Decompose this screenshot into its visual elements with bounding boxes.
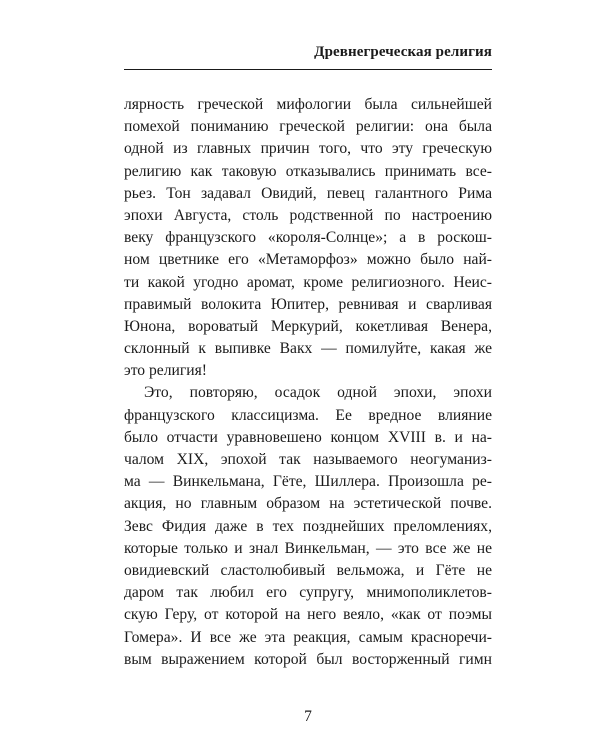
text-line: было отчасти уравновешено концом XVIII в. и на-: [124, 428, 492, 446]
text-line: Это, повторяю, осадок одной эпохи, эпохи: [144, 384, 492, 402]
text-line: ма — Винкельмана, Гёте, Шиллера. Произошла ре-: [124, 473, 492, 491]
paragraph-2: [124, 382, 492, 670]
text-line: акция, но главным образом на эстетической почве.: [124, 495, 492, 513]
running-header-title: Древнегреческая религия: [314, 44, 492, 60]
text-line: овидиевский сластолюбивый вельможа, и Гёте не: [124, 561, 492, 579]
text-line: ном цветнике его «Метаморфоз» можно было най-: [124, 251, 492, 269]
text-line: это религия!: [124, 362, 207, 380]
text-line: французского классицизма. Ее вредное влияние: [124, 406, 492, 424]
text-line: склонный к выпивке Вакх — помилуйте, какая же: [124, 340, 492, 358]
text-line: даром так любил его супругу, мнимополиклетов-: [124, 584, 492, 602]
header-rule: [124, 69, 492, 70]
text-line: Юнона, вороватый Меркурий, кокетливая Венера,: [124, 317, 492, 335]
text-line: помехой пониманию греческой религии: она была: [124, 118, 492, 136]
text-line: правимый волокита Юпитер, ревнивая и сварливая: [124, 295, 492, 313]
text-line: которые только и знал Винкельман, — это все же не: [124, 539, 492, 557]
body-text: [124, 94, 492, 671]
text-line: веку французского «короля-Солнце»; а в роскош-: [124, 229, 492, 247]
text-line: ти какой угодно аромат, кроме религиозного. Неис-: [124, 273, 492, 291]
text-line: эпохи Августа, столь родственной по настроению: [124, 206, 492, 224]
text-line: одной из главных причин того, что эту греческую: [124, 140, 492, 158]
text-line: религию как таковую отказывались принимать все-: [124, 162, 492, 180]
text-line: вым выражением которой был восторженный гимн: [124, 650, 492, 668]
page-number: 7: [304, 708, 312, 725]
text-line: рьез. Тон задавал Овидий, певец галантного Рима: [124, 184, 492, 202]
paragraph-1: [124, 94, 492, 382]
text-line: скую Геру, от которой на него веяло, «как от поэмы: [124, 606, 492, 624]
text-line: чалом XIX, эпохой так называемого неогуманиз-: [124, 451, 492, 468]
text-line: лярность греческой мифологии была сильнейшей: [124, 96, 492, 113]
text-line: Зевс Фидия даже в тех позднейших преломлениях,: [124, 517, 492, 535]
text-line: Гомера». И все же эта реакция, самым красноречи-: [124, 628, 492, 646]
